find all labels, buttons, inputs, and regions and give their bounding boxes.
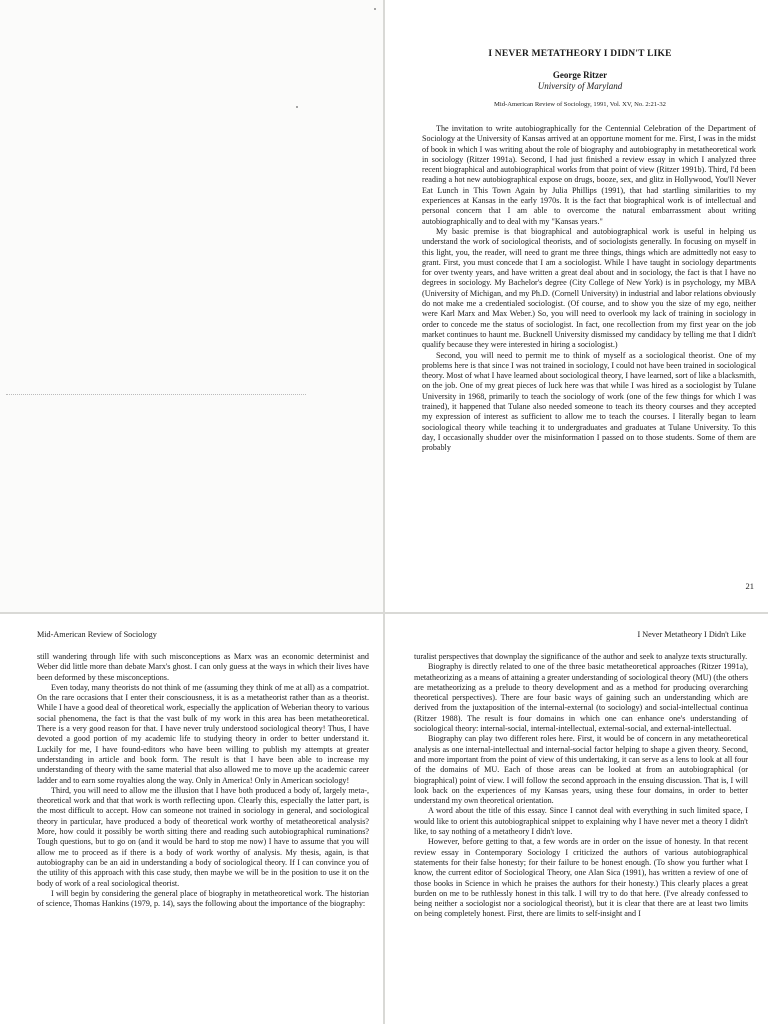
scan-speck	[374, 8, 376, 10]
paragraph: Biography can play two different roles here. First, it would be of concern in any metatheoretical analysis as one internal-intellectual and internal-social factor helping to shape a given theory. Second, and more important from the point of view of this undertaking, it can serve as a lens to look at all four of the domains of MU. Each of those areas can be looked at from an autobiographical (or biographical) point of view. I will follow the second approach in the ensuing discussion. That is, I will look back on the experiences of my Kansas years, using these four domains, in order to better understand my own theoretical orientation.	[414, 734, 748, 806]
article-body	[414, 652, 748, 920]
page-gutter	[383, 0, 385, 1024]
page-divider	[0, 612, 768, 614]
paragraph: I will begin by considering the general place of biography in metatheoretical work. The historian of science, Thomas Hankins (1979, p. 14), says the following about the importance of the biography:	[37, 888, 369, 909]
paragraph: Third, you will need to allow me the illusion that I have both produced a body of, largely meta-, theoretical work and that that work is worth reflecting upon. Clearly this, especially the latter part, is the most difficult to accept. How can someone not trained in sociology in general, and sociological theory in particular, have produced a body of theoretical work worthy of metatheoretical analysis? More, how could it possibly be worth sitting there and reading such autobiographical ruminations? Tough questions, but to go on (and it would be hard to stop me now) I have to assume that you will allow me to proceed as if there is a body of work worthy of analysis. My thesis, again, is that autobiography can be an aid in understanding a body of sociological theory. If I can convince you of the utility of this approach with this case study, then maybe we will be in the position to use it on the body of work of a real sociological theorist.	[37, 785, 369, 888]
article-title: I NEVER METATHEORY I DIDN'T LIKE	[488, 49, 672, 59]
paragraph: Even today, many theorists do not think of me (assuming they think of me at all) as a compatriot. On the rare occasions that I enter their consciousness, it is as a metatheorist rather than as a theorist. While I have a good deal of theoretical work, especially the application of Weberian theory to various social phenomena, the fact is that the vast bulk of my work in this area has been metatheoretical. There is a very good reason for that. I have never truly understood sociological theory! Thus, I have devoted a good portion of my academic life to studying theory in order to better understand it. Luckily for me, I have found-editors who have been willing to publish my attempts at greater understanding in article and book form. The result is that I have been able to increase my understanding of theory with the same material that also allowed me to move up the academic career ladder and to earn some royalties along the way. Only in America! Only in American sociology!	[37, 682, 369, 785]
page-22	[0, 614, 384, 1024]
scan-speck	[296, 106, 298, 108]
paragraph: turalist perspectives that downplay the significance of the author and seek to analyze texts structurally.	[414, 652, 748, 661]
paragraph: However, before getting to that, a few words are in order on the issue of honesty. In that recent review essay in Contemporary Sociology I criticized the authors of various autobiographical statements for their false honesty; for their failure to be honest enough. (To show you further what I know, the current editor of Sociological Theory, one Alan Sica (1991), has written a review of one of those books in Science in which he praises the authors for their honesty.) This clearly places a great burden on me to be ruthlessly honest in this talk. I will try to do that here. (I've already confessed to being neither a sociologist nor a sociological theorist), but it is clear that there are at least two limits on being completely honest. First, there are limits to self-insight and I	[414, 837, 748, 919]
author-affiliation: University of Maryland	[537, 81, 623, 91]
paragraph: The invitation to write autobiographically for the Centennial Celebration of the Department of Sociology at the University of Kansas arrived at an opportune moment for me. First, I was in the midst of book in which I was writing about the role of biography and autobiography in metatheoretical work in sociology (Ritzer 1991a). Second, I had just finished a review essay in which I analyzed three recent biographical and autobiographical works from that point of view (Ritzer 1991b). Third, I'd been reading a hot new autobiographical expose on drugs, booze, sex, and glitz in Hollywood, You'll Never Eat Lunch in This Town Again by Julia Phillips (1991), that had startling similarities to my experiences at Kansas in the early 1970s. It is the fact that biographical work is of intellectual and personal concern that I am able to overcome the natural embarrassment about writing autobiographically and to deal with my "Kansas years."	[422, 124, 756, 226]
running-head: Mid-American Review of Sociology	[37, 630, 157, 639]
blank-facing-page	[0, 0, 384, 612]
article-body	[37, 652, 369, 909]
author-name: George Ritzer	[552, 70, 608, 80]
paragraph: still wandering through life with such misconceptions as Marx was an economic determinist and Weber did little more than debate Marx's ghost. I can only guess at the ways in which their lives have been deformed by these misconceptions.	[37, 652, 369, 682]
paragraph: My basic premise is that biographical and autobiographical work is useful in helping us understand the work of sociological theorists, and of sociologists generally. In focusing on myself in this light, you, the reader, will need to grant me three things, things which are admittedly not easy to grant. First, you must concede that I am a sociologist. While I have taught in sociology departments for over twenty years, and have written a great deal about and in sociology, the fact is that I have no degrees in sociology. My Bachelor's degree (City College of New York) is in psychology, my MBA (University of Michigan, and my Ph.D. (Cornell University) in industrial and labor relations obviously do not make me a credentialed sociologist. (Of course, and to show you the size of my ego, neither were Karl Marx and Max Weber.) So, you will need to overlook my lack of training in sociology in order to concede me the status of sociologist. In fact, one recollection from my first year on the job market continues to haunt me. Bucknell University dismissed my candidacy by telling me that I didn't qualify because they were interested in hiring a sociologist.)	[422, 226, 756, 350]
journal-citation: Mid-American Review of Sociology, 1991, Vol. XV, No. 2:21-32	[494, 101, 666, 108]
running-head: I Never Metatheory I Didn't Like	[637, 630, 746, 639]
article-body	[422, 124, 756, 454]
paragraph: Second, you will need to permit me to think of myself as a sociological theorist. One of my problems here is that since I was not trained in sociology, I could not have been trained in sociological theory. Most of what I have learned about sociological theory, I have learned, sort of like a blacksmith, on the job. One of my great pieces of luck here was that while I was hired as a sociologist by Tulane University in 1968, primarily to teach the sociology of work (one of the few things for which I was trained), it happened that Tulane also needed someone to teach its theory courses and they accepted my expression of interest as sufficient to allow me to teach the courses. I literally began to learn sociological theory while teaching it to undergraduates and graduates at Tulane University. To this day, I occasionally shudder over the misinformation I passed on to those students. Some of them are probably	[422, 350, 756, 453]
paragraph: A word about the title of this essay. Since I cannot deal with everything in such limited space, I would like to orient this autobiographical snippet to explaining why I have never met a theory I didn't like, to say nothing of a metatheory I didn't love.	[414, 806, 748, 837]
scan-bleed-through	[6, 394, 306, 396]
page-23	[384, 614, 768, 1024]
page-21	[384, 0, 768, 612]
page-number: 21	[745, 581, 754, 591]
paragraph: Biography is directly related to one of the three basic metatheoretical approaches (Ritzer 1991a), metatheorizing as a means of attaining a greater understanding of sociological theory (MU) (the others are metatheorizing as a prelude to theory development and as a method for producing overarching theoretical perspectives). There are four basic ways of gaining such an understanding which are derived from the juxtaposition of the internal-external (to sociology) and social-intellectual continua (Ritzer 1988). The result is four domains in which one can enhance one's understanding of sociological theory: internal-social, internal-intellectual, external-social, and external-intellectual.	[414, 662, 748, 734]
